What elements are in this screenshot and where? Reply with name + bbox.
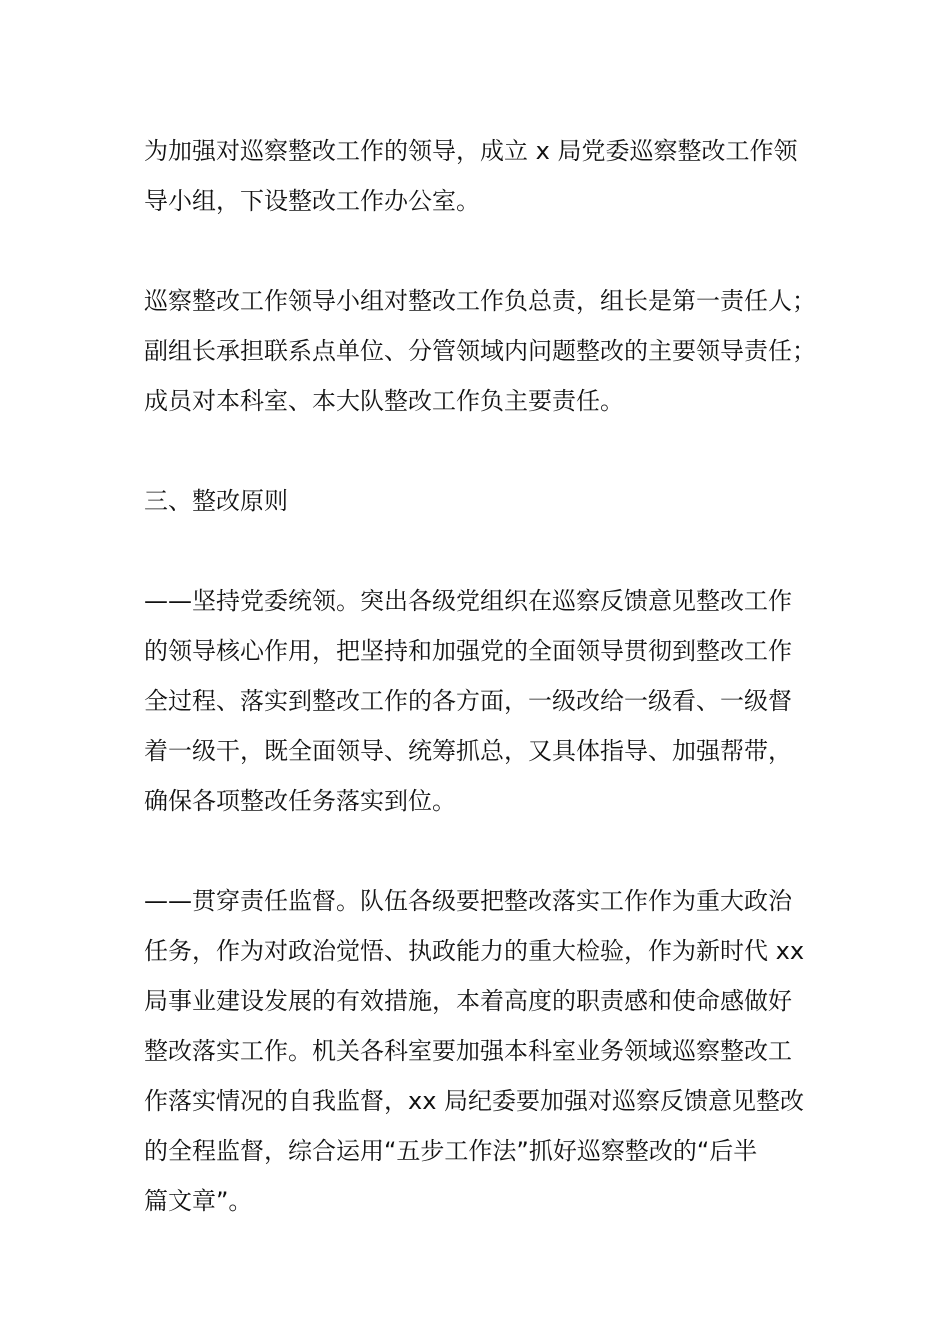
paragraph-supervision — [144, 876, 824, 1226]
heading-text: 三、整改原则 — [144, 487, 288, 515]
paragraph-spacer — [144, 526, 824, 576]
text-line: 作落实情况的自我监督，xx 局纪委要加强对巡察反馈意见整改 — [144, 1087, 805, 1115]
paragraph-spacer — [144, 426, 824, 476]
text-line: ——坚持党委统领。突出各级党组织在巡察反馈意见整改工作 — [144, 587, 792, 615]
text-line: 为加强对巡察整改工作的领导，成立 x 局党委巡察整改工作领 — [144, 137, 798, 165]
text-line: 成员对本科室、本大队整改工作负主要责任。 — [144, 387, 624, 415]
paragraph-leadership-group — [144, 126, 824, 226]
text-line: 的领导核心作用，把坚持和加强党的全面领导贯彻到整改工作 — [144, 637, 792, 665]
text-line: 整改落实工作。机关各科室要加强本科室业务领域巡察整改工 — [144, 1037, 792, 1065]
paragraph-responsibilities — [144, 276, 824, 426]
text-line: 篇文章”。 — [144, 1187, 253, 1215]
paragraph-party-leadership — [144, 576, 824, 826]
text-line: ——贯穿责任监督。队伍各级要把整改落实工作作为重大政治 — [144, 887, 792, 915]
text-line: 确保各项整改任务落实到位。 — [144, 787, 456, 815]
text-line: 副组长承担联系点单位、分管领域内问题整改的主要领导责任； — [144, 337, 816, 365]
text-line: 任务，作为对政治觉悟、执政能力的重大检验，作为新时代 xx — [144, 937, 805, 965]
text-line: 局事业建设发展的有效措施，本着高度的职责感和使命感做好 — [144, 987, 792, 1015]
paragraph-spacer — [144, 226, 824, 276]
text-line: 的全程监督，综合运用“五步工作法”抓好巡察整改的“后半 — [144, 1137, 758, 1165]
text-line: 着一级干，既全面领导、统筹抓总，又具体指导、加强帮带， — [144, 737, 792, 765]
text-line: 导小组，下设整改工作办公室。 — [144, 187, 480, 215]
section-heading — [144, 476, 824, 526]
document-page — [144, 126, 824, 1226]
paragraph-spacer — [144, 826, 824, 876]
text-line: 巡察整改工作领导小组对整改工作负总责，组长是第一责任人； — [144, 287, 816, 315]
text-line: 全过程、落实到整改工作的各方面，一级改给一级看、一级督 — [144, 687, 792, 715]
